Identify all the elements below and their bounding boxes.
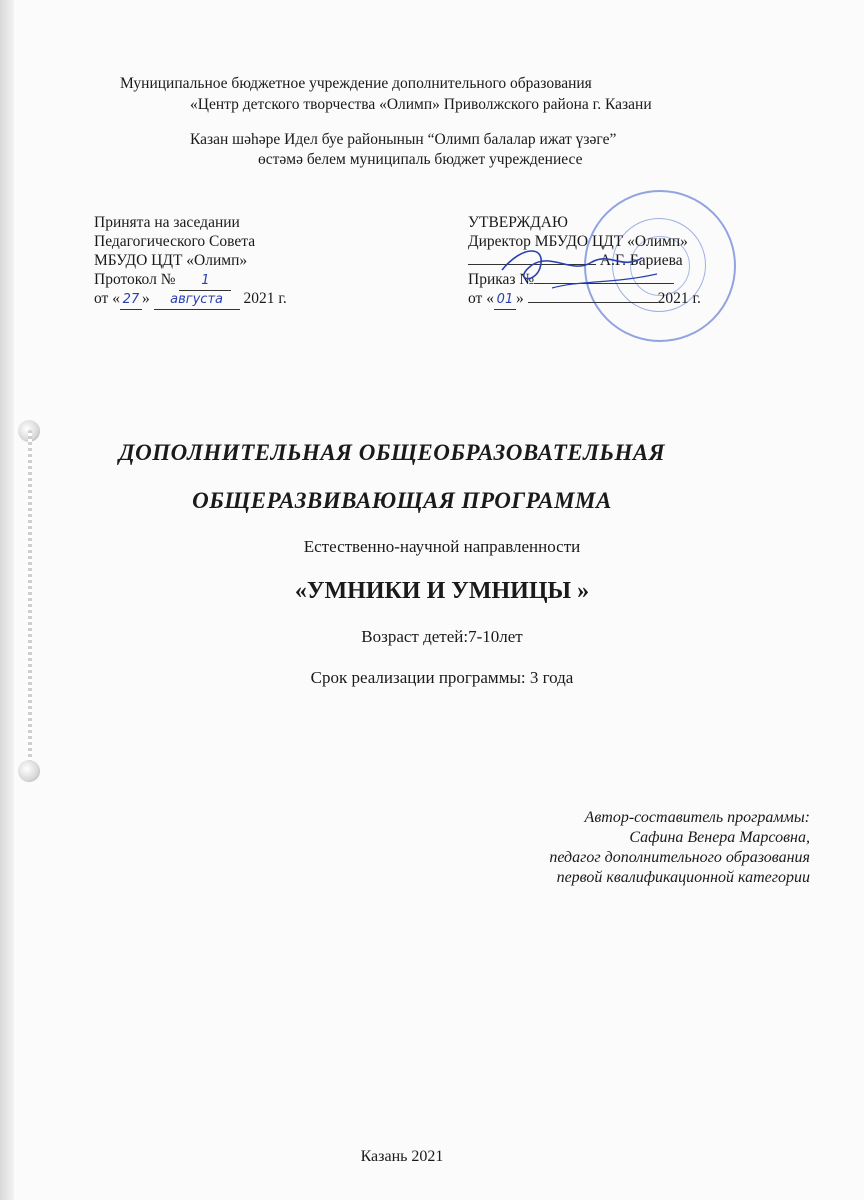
- right-line-1: УТВЕРЖДАЮ: [468, 214, 568, 231]
- right-line-2: Директор МБУДО ЦДТ «Олимп»: [468, 233, 688, 250]
- header-line-4: өстәмә белем муниципаль бюджет учреждениесе: [258, 151, 583, 168]
- children-age: Возраст детей:7-10лет: [361, 627, 523, 646]
- author-line-3: педагог дополнительного образования: [549, 849, 810, 866]
- approval-left-block: [94, 213, 287, 308]
- footer-city-year: Казань 2021: [360, 1148, 444, 1165]
- binding-holes: [8, 420, 48, 800]
- program-direction: Естественно-научной направленности: [303, 537, 581, 556]
- author-block: [549, 808, 810, 888]
- title-line-1: ДОПОЛНИТЕЛЬНАЯ ОБЩЕОБРАЗОВАТЕЛЬНАЯ: [118, 440, 666, 465]
- author-line-1: Автор-составитель программы:: [584, 809, 810, 826]
- left-line-4: Протокол № 1: [94, 270, 287, 289]
- right-line-4: Приказ №: [468, 270, 701, 289]
- right-line-5: от « 01 » 2021 г.: [468, 289, 701, 308]
- protocol-number: 1: [179, 271, 231, 291]
- header-line-3: Казан шәһәре Идел буе районынын “Олимп балалар ижат үзәге”: [190, 131, 617, 148]
- day-handwritten: 01: [494, 290, 516, 310]
- header-line-1: Муниципальное бюджетное учреждение дополнительного образования: [120, 75, 592, 92]
- right-line-3: А.Г. Бариева: [468, 251, 701, 270]
- binding-hole-icon: [18, 760, 40, 782]
- program-term: Срок реализации программы: 3 года: [310, 668, 574, 687]
- header-line-2: «Центр детского творчества «Олимп» Приволжского района г. Казани: [190, 96, 652, 113]
- left-line-1: Принята на заседании: [94, 214, 240, 231]
- day-handwritten: 27: [120, 290, 142, 310]
- left-line-5: от « 27 » августа 2021 г.: [94, 289, 287, 308]
- program-name: «УМНИКИ И УМНИЦЫ »: [294, 578, 590, 604]
- director-signature: [492, 240, 672, 300]
- title-line-2: ОБЩЕРАЗВИВАЮЩАЯ ПРОГРАММА: [192, 488, 612, 513]
- author-line-4: первой квалификационной категории: [556, 869, 810, 886]
- left-line-2: Педагогического Совета: [94, 233, 256, 250]
- author-line-2: Сафина Венера Марсовна,: [629, 829, 810, 846]
- left-line-3: МБУДО ЦДТ «Олимп»: [94, 252, 248, 269]
- month-handwritten: августа: [154, 290, 240, 310]
